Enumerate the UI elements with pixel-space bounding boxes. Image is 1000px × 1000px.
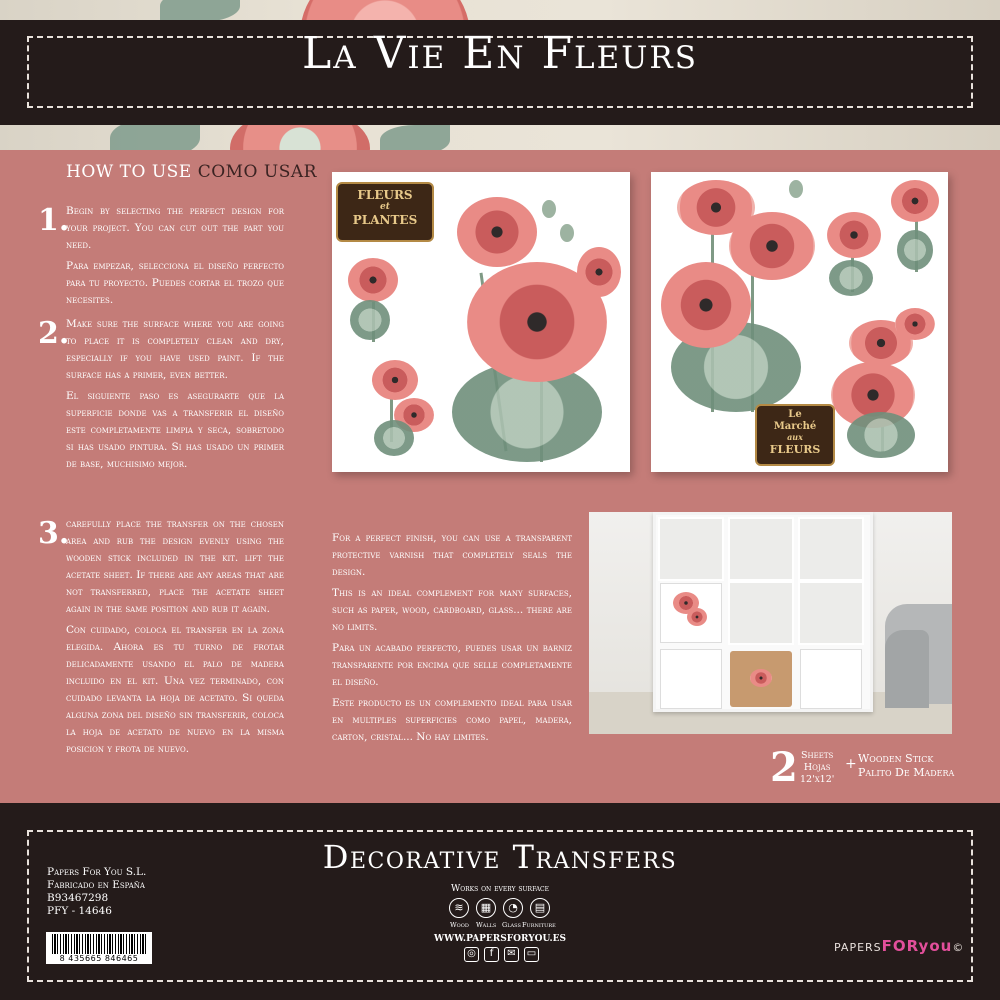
- works-on-surface-text: Works on every surface: [450, 884, 550, 894]
- foliage-illustration: [350, 300, 390, 340]
- transfer-decorated-door: [660, 583, 722, 643]
- bud-illustration: [542, 200, 556, 218]
- poppy-illustration: [457, 197, 537, 267]
- plus-sign: +: [845, 756, 857, 772]
- leaf-illustration: [380, 125, 450, 150]
- step-number: 3.: [38, 516, 70, 551]
- surface-icons: [449, 898, 551, 920]
- poppy-illustration: [348, 258, 398, 302]
- poppy-illustration: [577, 247, 621, 297]
- poppy-illustration: [687, 608, 707, 626]
- website-link[interactable]: WWW.PAPERSFORYOU.ES: [434, 934, 566, 944]
- furniture-icon: ▤: [530, 898, 550, 918]
- poppy-illustration: [372, 360, 418, 400]
- step-text-en: Begin by selecting the perfect design for your project. You can cut out the part you need.: [66, 205, 284, 251]
- company-info: Papers For You S.L. Fabricado en España B93467298 PFY - 14646: [47, 866, 147, 917]
- how-to-use-en: HOW TO USE: [66, 162, 192, 182]
- glass-icon: ◔: [503, 898, 523, 918]
- foliage-illustration: [897, 230, 933, 270]
- finish-text: For a perfect finish, you can use a transparent protective varnish that completely seals the design.: [332, 532, 572, 578]
- finish-text: Para un acabado perfecto, puedes usar un barniz transparente por encima que selle completamente el diseño.: [332, 642, 572, 688]
- finish-text: Este producto es un complemento ideal para usar en multiples superficies como papel, madera, carton, cristal... No hay limites.: [332, 697, 572, 743]
- poppy-illustration: [729, 212, 815, 280]
- papersforyou-logo: PAPERSFORyou©: [834, 937, 965, 955]
- step-text-es: Con cuidado, coloca el transfer en la zona elegida. Ahora es tu turno de frotar delicadamente usando el palo de madera incluido en el kit. Una vez terminado, con cuidado levanta la hoja de acetato. Si queda alguna zona del diseño sin transferir, coloca la hoja de acetato de nuevo en la misma posicion y frota de nuevo.: [66, 624, 284, 755]
- basket: [730, 651, 792, 707]
- step-text-en: Make sure the surface where you are going to place it is completely clean and dry, especially if you have used paint. If the surface has a primer, even better.: [66, 318, 284, 381]
- le-marche-aux-fleurs-label: Le Marché aux FLEURS: [755, 404, 835, 466]
- facebook-icon[interactable]: f: [484, 947, 499, 962]
- product-type-title: Decorative Transfers: [322, 838, 678, 876]
- step-text-en: carefully place the transfer on the chosen area and rub the design evenly using the wooden stick included in the kit. lift the acetate sheet. If there are any areas that are not transferred, place the acetate sheet again in the same position and rub it again.: [66, 518, 284, 615]
- armchair-arm: [885, 630, 929, 708]
- step-text-es: El siguiente paso es asegurarte que la superficie donde vas a transferir el diseño este completamente limpia y seca, sobretodo si has usado pintura. Si has usado un primer de base, muchisimo mejor.: [66, 390, 284, 470]
- bud-illustration: [560, 224, 574, 242]
- step-text-es: Para empezar, selecciona el diseño perfecto para tu proyecto. Puedes cortar el trozo que necesites.: [66, 260, 284, 306]
- transfer-sheet-preview-1: [332, 172, 630, 472]
- room-example-photo: [589, 512, 952, 734]
- shelf-unit: [653, 512, 873, 712]
- poppy-illustration: [891, 180, 939, 222]
- wood-icon: ≋: [449, 898, 469, 918]
- poppy-illustration: [827, 212, 881, 258]
- walls-icon: ▦: [476, 898, 496, 918]
- foliage-illustration: [847, 412, 915, 458]
- barcode-number: 8 435665 846465: [59, 954, 139, 963]
- sheets-info: Sheets Hojas 12'x12': [800, 750, 835, 785]
- poppy-illustration: [750, 669, 772, 687]
- how-to-use-es: COMO USAR: [197, 162, 317, 182]
- foliage-illustration: [374, 420, 414, 456]
- mail-icon[interactable]: ✉: [504, 947, 519, 962]
- instruction-step-1: [38, 203, 284, 309]
- transfer-sheet-preview-2: [651, 172, 948, 472]
- bud-illustration: [789, 180, 803, 198]
- social-icons: [464, 947, 544, 963]
- step-number: 1.: [38, 203, 70, 238]
- instruction-step-2: [38, 316, 284, 473]
- poppy-illustration: [661, 262, 751, 348]
- finish-text: This is an ideal complement for many surfaces, such as paper, wood, cardboard, glass... there are no limits.: [332, 587, 572, 633]
- wooden-stick-info: Wooden Stick Palito De Madera: [858, 752, 955, 779]
- step-number: 2.: [38, 316, 70, 351]
- fleurs-et-plantes-label: FLEURS et PLANTES: [336, 182, 434, 242]
- foliage-illustration: [829, 260, 873, 296]
- sheet-count: 2: [770, 744, 798, 791]
- shop-icon[interactable]: ▭: [524, 947, 539, 962]
- how-to-use-heading: [66, 162, 317, 182]
- leaf-illustration: [160, 0, 240, 22]
- page-title: La Vie En Fleurs: [302, 28, 698, 79]
- finish-instructions: [332, 530, 572, 746]
- instagram-icon[interactable]: ◎: [464, 947, 479, 962]
- instruction-step-3: [38, 516, 284, 758]
- poppy-illustration: [895, 308, 935, 340]
